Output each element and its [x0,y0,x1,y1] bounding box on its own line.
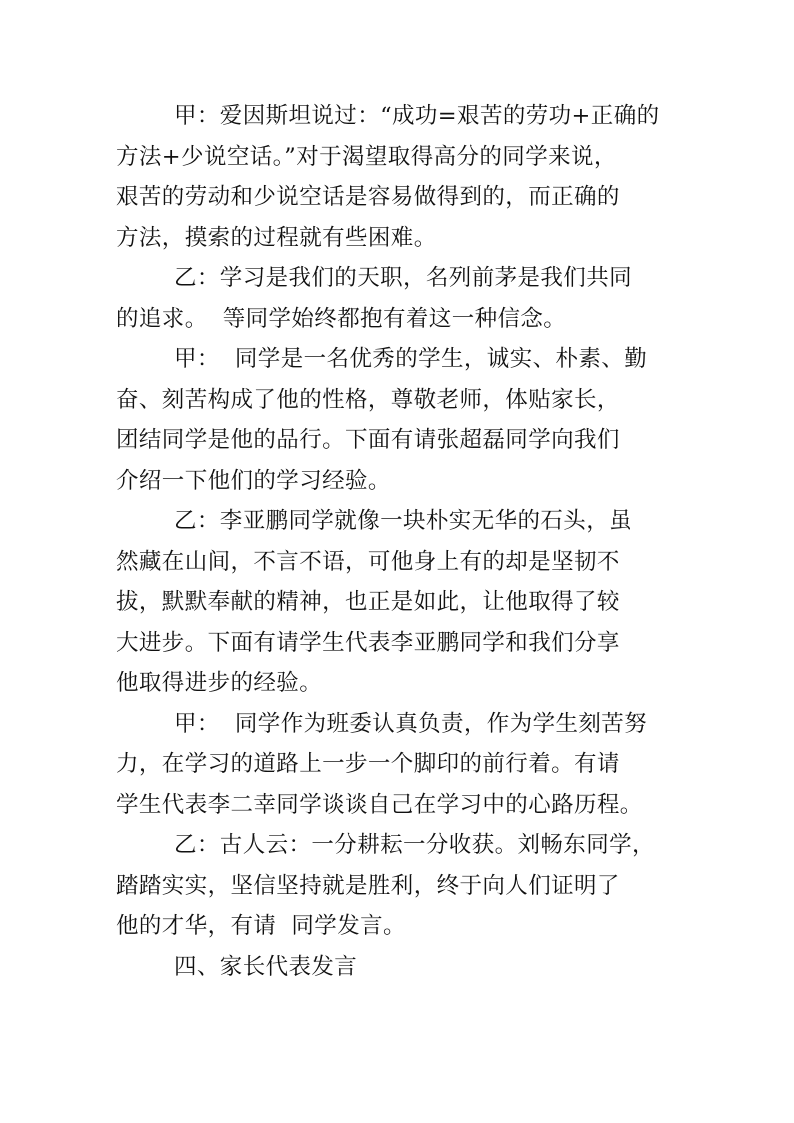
text-line: 乙：古人云：一分耕耘一分收获。刘畅东同学， [174,832,655,858]
text-line: 方法，摸索的过程就有些困难。 [116,224,437,251]
text-line: 拔，默默奉献的精神，也正是如此，让他取得了较 [116,589,620,615]
paragraph-jia-excellent-student [116,339,688,501]
text-line: 大进步。下面有请学生代表李亚鹏同学和我们分享 [116,629,620,656]
document-body [116,96,688,987]
paragraph-yi-study [116,258,688,339]
text-line: 介绍一下他们的学习经验。 [116,467,391,494]
text-line: 甲： 同学作为班委认真负责，作为学生刻苦努 [174,710,648,737]
text-line: 艰苦的劳动和少说空话是容易做得到的，而正确的 [116,184,620,210]
text-line: 踏踏实实，坚信坚持就是胜利，终于向人们证明了 [116,872,620,899]
paragraph-yi-li-yapeng [116,501,688,704]
text-line: 乙：学习是我们的天职，名列前茅是我们共同 [174,265,633,291]
text-line: 的追求。 等同学始终都抱有着这一种信念。 [116,305,567,332]
text-line: 方法+少说空话。”对于渴望取得高分的同学来说， [116,143,617,170]
text-line: 甲： 同学是一名优秀的学生，诚实、朴素、勤 [174,346,648,372]
text-line: 奋、刻苦构成了他的性格，尊敬老师，体贴家长， [116,386,620,413]
paragraph-jia-einstein [116,96,688,258]
text-line: 四、家长代表发言 [174,953,358,980]
text-line: 然藏在山间，不言不语，可他身上有的却是坚韧不 [116,548,620,575]
paragraph-jia-class-committee [116,704,688,826]
text-line: 团结同学是他的品行。下面有请张超磊同学向我们 [116,427,620,453]
text-line: 乙：李亚鹏同学就像一块朴实无华的石头，虽 [174,508,633,534]
text-line: 学生代表李二幸同学谈谈自己在学习中的心路历程。 [116,791,643,818]
text-line: 力，在学习的道路上一步一个脚印的前行着。有请 [116,751,620,777]
text-line: 甲：爱因斯坦说过：“成功=艰苦的劳功+正确的 [174,103,660,129]
text-line: 他的才华，有请 同学发言。 [116,913,406,939]
section-heading-parent-speech [116,947,688,988]
text-line: 他取得进步的经验。 [116,670,323,696]
paragraph-yi-ancients [116,825,688,947]
